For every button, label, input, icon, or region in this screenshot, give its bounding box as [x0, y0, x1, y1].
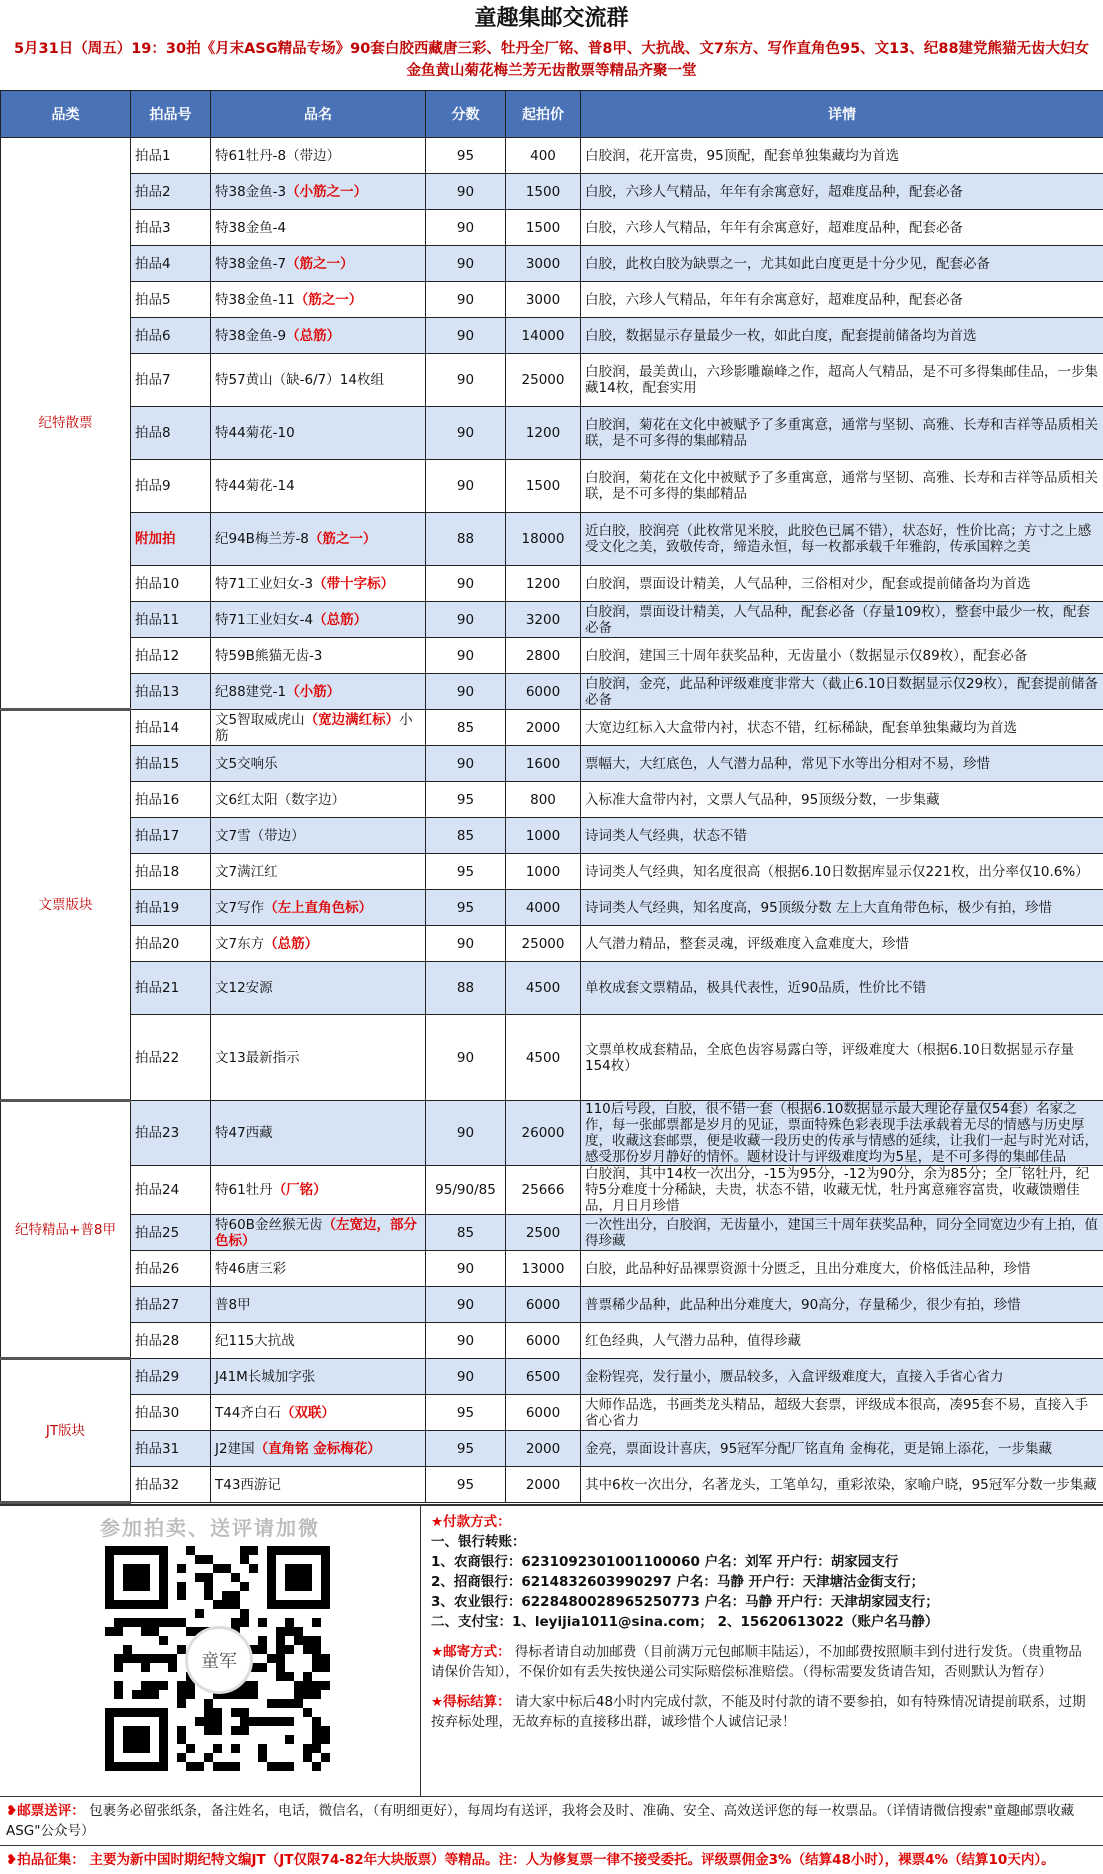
item-name-tag: （总筋） [264, 936, 318, 952]
payment-line: 二、支付宝：1、leyijia1011@sina.com； 2、15620613022（账户名马静） [431, 1612, 1093, 1632]
payment-block [431, 1512, 1093, 1632]
table-row [1, 710, 1103, 746]
lot-number-cell: 拍品13 [131, 674, 211, 710]
detail-cell: 白胶润，其中14枚一次出分，-15为95分，-12为90分，余为85分；全厂铭牡丹，纪特5分难度十分稀缺，夫贵，状态不错，收藏无忧，牡丹寓意雍容富贵，收藏馈赠佳品，月日月珍惜 [581, 1166, 1103, 1215]
collect-text: 主要为新中国时期纪特文编JT（JT仅限74-82年大块版票）等精品。注：人为修复票一律不接受委托。评级票佣金3%（结算48小时），裸票4%（结算10天内）。 [90, 1852, 1055, 1868]
page-subtitle: 5月31日（周五）19：30拍《月末ASG精品专场》90套白胶西藏唐三彩、牡丹全厂铭、普8甲、大抗战、文7东方、写作直角色95、文13、纪88建党熊猫无齿大妇女金鱼黄山菊花梅兰芳无齿散票等精品齐聚一堂 [0, 38, 1103, 90]
header-item-name: 品名 [211, 91, 426, 138]
table-row [1, 318, 1103, 354]
table-row [1, 1467, 1103, 1503]
table-row [1, 1323, 1103, 1359]
settle-title: ★得标结算： [431, 1694, 511, 1710]
detail-cell: 红色经典，人气潜力品种，值得珍藏 [581, 1323, 1103, 1359]
header-lot-number: 拍品号 [131, 91, 211, 138]
item-name-cell [211, 1395, 426, 1431]
score-cell: 90 [426, 246, 506, 282]
item-name-text: 特59B熊猫无齿-3 [215, 648, 322, 664]
score-cell: 90 [426, 318, 506, 354]
score-cell: 95 [426, 782, 506, 818]
bottom-section [0, 1504, 1103, 1796]
start-price-cell: 6500 [506, 1359, 581, 1395]
lot-number-cell: 拍品4 [131, 246, 211, 282]
detail-cell: 白胶润，票面设计精美，人气品种，配套必备（存量109枚），整套中最少一枚，配套必备 [581, 602, 1103, 638]
detail-cell: 白胶润，最美黄山，六珍影雕巅峰之作，超高人气精品，是不可多得集邮佳品，一步集藏14枚，配套实用 [581, 354, 1103, 407]
start-price-cell: 25000 [506, 354, 581, 407]
detail-cell: 白胶润，票面设计精美，人气品种，三俗相对少，配套或提前储备均为首选 [581, 566, 1103, 602]
lot-number-cell: 拍品15 [131, 746, 211, 782]
table-row [1, 962, 1103, 1015]
lot-number-cell: 拍品19 [131, 890, 211, 926]
table-row [1, 1101, 1103, 1166]
start-price-cell: 26000 [506, 1101, 581, 1166]
start-price-cell: 1200 [506, 566, 581, 602]
start-price-cell: 2000 [506, 710, 581, 746]
item-name-text: 文13最新指示 [215, 1050, 300, 1066]
score-cell: 90 [426, 602, 506, 638]
score-cell: 90 [426, 407, 506, 460]
item-name-text: 文7雪（带边） [215, 828, 305, 844]
item-name-tag: （筋之一） [309, 531, 377, 547]
start-price-cell: 1500 [506, 210, 581, 246]
score-cell: 90 [426, 282, 506, 318]
settle-block [431, 1692, 1093, 1732]
table-row [1, 460, 1103, 513]
start-price-cell: 18000 [506, 513, 581, 566]
start-price-cell: 6000 [506, 1287, 581, 1323]
header-details: 详情 [581, 91, 1103, 138]
header-category: 品类 [1, 91, 131, 138]
detail-cell: 诗词类人气经典，状态不错 [581, 818, 1103, 854]
table-row [1, 354, 1103, 407]
detail-cell: 金亮，票面设计喜庆，95冠军分配厂铭直角 金梅花，更是锦上添花，一步集藏 [581, 1431, 1103, 1467]
table-row [1, 566, 1103, 602]
lot-number-cell: 拍品1 [131, 138, 211, 174]
table-row [1, 1015, 1103, 1101]
item-name-text: 特57黄山（缺-6/7）14枚组 [215, 372, 384, 388]
score-cell: 90 [426, 566, 506, 602]
item-name-cell [211, 638, 426, 674]
table-row [1, 782, 1103, 818]
payment-title: ★付款方式： [431, 1512, 1093, 1532]
table-row [1, 1395, 1103, 1431]
table-row [1, 890, 1103, 926]
lot-number-cell: 拍品11 [131, 602, 211, 638]
score-cell: 85 [426, 710, 506, 746]
score-cell: 90 [426, 1101, 506, 1166]
detail-cell: 白胶润，花开富贵，95顶配，配套单独集藏均为首选 [581, 138, 1103, 174]
review-label: ❥邮票送评： [6, 1803, 85, 1819]
score-cell: 95 [426, 1395, 506, 1431]
review-text: 包裹务必留张纸条，备注姓名，电话，微信名，（有明细更好），每周均有送评，我将会及时、准确、安全、高效送评您的每一枚票品。（详情请微信搜索"童趣邮票收藏ASG"公众号） [6, 1803, 1074, 1839]
lot-number-cell: 拍品7 [131, 354, 211, 407]
item-name-text: 纪94B梅兰芳-8 [215, 531, 309, 547]
item-name-cell [211, 1431, 426, 1467]
detail-cell: 近白胶，胶润亮（此枚常见米胶，此胶色已属不错），状态好，性价比高；方寸之上感受文化之美，致敬传奇，缔造永恒，每一枚都承载千年雅韵，传承国粹之美 [581, 513, 1103, 566]
detail-cell: 白胶，六珍人气精品，年年有余寓意好，超难度品种，配套必备 [581, 210, 1103, 246]
table-row [1, 602, 1103, 638]
detail-cell: 白胶，六珍人气精品，年年有余寓意好，超难度品种，配套必备 [581, 282, 1103, 318]
start-price-cell: 1500 [506, 174, 581, 210]
table-row [1, 138, 1103, 174]
table-row [1, 210, 1103, 246]
item-name-text: 文7满江红 [215, 864, 278, 880]
item-name-text: T44齐白石 [215, 1405, 281, 1421]
item-name-cell [211, 174, 426, 210]
page-title: 童趣集邮交流群 [0, 0, 1103, 38]
item-name-cell [211, 210, 426, 246]
item-name-text: 特60B金丝猴无齿 [215, 1217, 322, 1233]
table-row [1, 174, 1103, 210]
item-name-tag: （宽边满红标） [305, 712, 400, 728]
score-cell: 88 [426, 962, 506, 1015]
mail-title: ★邮寄方式： [431, 1644, 511, 1660]
item-name-cell [211, 1287, 426, 1323]
item-name-cell [211, 407, 426, 460]
start-price-cell: 400 [506, 138, 581, 174]
item-name-suffix: 小筋 [215, 712, 413, 744]
table-row [1, 674, 1103, 710]
start-price-cell: 2000 [506, 1467, 581, 1503]
item-name-cell [211, 282, 426, 318]
item-name-tag: （小筋之一） [286, 184, 367, 200]
table-row [1, 1215, 1103, 1251]
table-row [1, 746, 1103, 782]
detail-cell: 文票单枚成套精品，全底色齿容易露白等，评级难度大（根据6.10日数据显示存量154枚） [581, 1015, 1103, 1101]
table-row [1, 513, 1103, 566]
item-name-text: 特46唐三彩 [215, 1261, 286, 1277]
item-name-text: 文5智取威虎山 [215, 712, 305, 728]
footer-review [0, 1796, 1103, 1845]
mail-block [431, 1642, 1093, 1682]
item-name-cell [211, 1166, 426, 1215]
item-name-cell [211, 138, 426, 174]
item-name-text: 特47西藏 [215, 1125, 273, 1141]
start-price-cell: 1200 [506, 407, 581, 460]
table-row [1, 1287, 1103, 1323]
detail-cell: 诗词类人气经典，知名度很高（根据6.10日数据库显示仅221枚，出分率仅10.6%） [581, 854, 1103, 890]
lot-number-cell: 拍品26 [131, 1251, 211, 1287]
detail-cell: 普票稀少品种，此品种出分难度大，90高分，存量稀少，很少有拍，珍惜 [581, 1287, 1103, 1323]
payment-line: 2、招商银行：6214832603990297 户名：马静 开户行：天津塘沽金街支行； [431, 1572, 1093, 1592]
qr-logo: 童军 [185, 1626, 253, 1694]
table-row [1, 818, 1103, 854]
item-name-tag: （直角铭 金标梅花） [255, 1441, 381, 1457]
detail-cell: 大宽边红标入大盒带内衬，状态不错，红标稀缺，配套单独集藏均为首选 [581, 710, 1103, 746]
item-name-text: 文12安源 [215, 980, 273, 996]
item-name-cell [211, 890, 426, 926]
score-cell: 90 [426, 174, 506, 210]
item-name-cell [211, 318, 426, 354]
item-name-cell [211, 962, 426, 1015]
item-name-text: 特71工业妇女-3 [215, 576, 313, 592]
lot-number-cell: 拍品5 [131, 282, 211, 318]
lot-number-cell: 拍品2 [131, 174, 211, 210]
lot-number-cell: 拍品8 [131, 407, 211, 460]
info-panel [421, 1506, 1103, 1796]
table-row [1, 926, 1103, 962]
table-header-row [1, 91, 1103, 138]
lot-number-cell: 拍品25 [131, 1215, 211, 1251]
score-cell: 90 [426, 354, 506, 407]
qr-panel [0, 1506, 421, 1796]
item-name-text: 文5交响乐 [215, 756, 278, 772]
lot-number-cell: 拍品10 [131, 566, 211, 602]
start-price-cell: 4000 [506, 890, 581, 926]
start-price-cell: 2500 [506, 1215, 581, 1251]
item-name-text: 纪115大抗战 [215, 1333, 295, 1349]
item-name-tag: （厂铭） [273, 1182, 327, 1198]
start-price-cell: 6000 [506, 1395, 581, 1431]
table-row [1, 246, 1103, 282]
item-name-text: 特38金鱼-3 [215, 184, 286, 200]
item-name-cell [211, 710, 426, 746]
start-price-cell: 13000 [506, 1251, 581, 1287]
lot-number-cell: 拍品12 [131, 638, 211, 674]
start-price-cell: 1000 [506, 854, 581, 890]
item-name-text: 文7写作 [215, 900, 264, 916]
item-name-cell [211, 566, 426, 602]
item-name-tag: （左上直角色标） [264, 900, 372, 916]
lot-number-cell: 拍品22 [131, 1015, 211, 1101]
item-name-cell [211, 926, 426, 962]
item-name-cell [211, 354, 426, 407]
start-price-cell: 6000 [506, 674, 581, 710]
lot-number-cell: 拍品18 [131, 854, 211, 890]
item-name-text: J2建国 [215, 1441, 255, 1457]
detail-cell: 诗词类人气经典，知名度高，95顶级分数 左上大直角带色标，极少有拍，珍惜 [581, 890, 1103, 926]
lot-number-cell: 拍品27 [131, 1287, 211, 1323]
item-name-cell [211, 1323, 426, 1359]
start-price-cell: 3000 [506, 282, 581, 318]
item-name-tag: （双联） [281, 1405, 335, 1421]
detail-cell: 大师作品选，书画类龙头精品，超级大套票，评级成本很高，凑95套不易，直接入手省心省力 [581, 1395, 1103, 1431]
category-cell: 纪特精品+普8甲 [1, 1101, 131, 1359]
score-cell: 90 [426, 1287, 506, 1323]
detail-cell: 白胶，数据显示存量最少一枚，如此白度，配套提前储备均为首选 [581, 318, 1103, 354]
payment-bank-head: 一、银行转账： [431, 1532, 1093, 1552]
item-name-cell [211, 1101, 426, 1166]
item-name-cell [211, 1251, 426, 1287]
lot-number-cell: 拍品17 [131, 818, 211, 854]
item-name-cell [211, 1215, 426, 1251]
score-cell: 90 [426, 210, 506, 246]
score-cell: 95 [426, 890, 506, 926]
item-name-text: 特61牡丹-8（带边） [215, 148, 340, 164]
score-cell: 95/90/85 [426, 1166, 506, 1215]
item-name-text: 特38金鱼-4 [215, 220, 286, 236]
detail-cell: 金粉锃亮，发行量小，赝品较多，入盒评级难度大，直接入手省心省力 [581, 1359, 1103, 1395]
lot-number-cell: 拍品3 [131, 210, 211, 246]
detail-cell: 白胶润，金亮，此品种评级难度非常大（截止6.10日数据显示仅29枚），配套提前储备必备 [581, 674, 1103, 710]
start-price-cell: 6000 [506, 1323, 581, 1359]
header-start-price: 起拍价 [506, 91, 581, 138]
table-row [1, 638, 1103, 674]
start-price-cell: 4500 [506, 1015, 581, 1101]
score-cell: 85 [426, 1215, 506, 1251]
lot-number-cell: 拍品24 [131, 1166, 211, 1215]
payment-line: 1、农商银行：6231092301001100060 户名：刘军 开户行：胡家园支行 [431, 1552, 1093, 1572]
item-name-text: 特61牡丹 [215, 1182, 273, 1198]
score-cell: 90 [426, 1015, 506, 1101]
lot-number-cell: 拍品30 [131, 1395, 211, 1431]
detail-cell: 白胶润，菊花在文化中被赋予了多重寓意，通常与坚韧、高雅、长寿和吉祥等品质相关联，是不可多得的集邮精品 [581, 460, 1103, 513]
item-name-text: 文6红太阳（数字边） [215, 792, 345, 808]
score-cell: 90 [426, 1251, 506, 1287]
start-price-cell: 14000 [506, 318, 581, 354]
category-cell: 文票版块 [1, 710, 131, 1101]
score-cell: 95 [426, 854, 506, 890]
item-name-cell [211, 513, 426, 566]
detail-cell: 白胶，六珍人气精品，年年有余寓意好，超难度品种，配套必备 [581, 174, 1103, 210]
score-cell: 90 [426, 1323, 506, 1359]
item-name-cell [211, 746, 426, 782]
table-row [1, 1359, 1103, 1395]
lot-number-cell: 拍品21 [131, 962, 211, 1015]
item-name-text: 特38金鱼-11 [215, 292, 295, 308]
item-name-cell [211, 1359, 426, 1395]
start-price-cell: 4500 [506, 962, 581, 1015]
start-price-cell: 25000 [506, 926, 581, 962]
detail-cell: 一次性出分，白胶润，无齿量小，建国三十周年获奖品种，同分全同宽边少有上拍，值得珍藏 [581, 1215, 1103, 1251]
score-cell: 95 [426, 1431, 506, 1467]
score-cell: 95 [426, 1467, 506, 1503]
start-price-cell: 1000 [506, 818, 581, 854]
detail-cell: 单枚成套文票精品，极具代表性，近90品质，性价比不错 [581, 962, 1103, 1015]
score-cell: 90 [426, 746, 506, 782]
category-cell: JT版块 [1, 1359, 131, 1503]
item-name-cell [211, 674, 426, 710]
lot-number-cell: 附加拍 [131, 513, 211, 566]
item-name-tag: （筋之一） [286, 256, 354, 272]
start-price-cell: 3000 [506, 246, 581, 282]
item-name-tag: （筋之一） [295, 292, 363, 308]
lot-number-cell: 拍品29 [131, 1359, 211, 1395]
item-name-tag: （小筋） [286, 684, 340, 700]
header-score: 分数 [426, 91, 506, 138]
start-price-cell: 1600 [506, 746, 581, 782]
detail-cell: 110后号段，白胶，很不错一套（根据6.10数据显示最大理论存量仅54套）名家之作，每一张邮票都是岁月的见证，票面特殊色彩表现手法承载着无尽的情感与历史厚度，收藏这套邮票，便是收藏一段历史的传承与情感的延续，让我们一起与时光对话，感受那份岁月静好的情怀。题材设计与评级难度均为5星，是不可多得的集邮佳品 [581, 1101, 1103, 1166]
lot-number-cell: 拍品6 [131, 318, 211, 354]
lot-number-cell: 拍品14 [131, 710, 211, 746]
item-name-tag: （带十字标） [313, 576, 394, 592]
start-price-cell: 3200 [506, 602, 581, 638]
settle-text: 请大家中标后48小时内完成付款，不能及时付款的请不要参拍，如有特殊情况请提前联系，过期按弃标处理，无故弃标的直接移出群，诚珍惜个人诚信记录！ [431, 1694, 1086, 1730]
table-row [1, 282, 1103, 318]
detail-cell: 票幅大，大红底色，人气潜力品种，常见下水等出分相对不易，珍惜 [581, 746, 1103, 782]
qr-caption: 参加拍卖、送评请加微 [100, 1512, 320, 1541]
item-name-cell [211, 602, 426, 638]
item-name-text: 特71工业妇女-4 [215, 612, 313, 628]
lot-number-cell: 拍品32 [131, 1467, 211, 1503]
category-cell: 纪特散票 [1, 138, 131, 710]
table-row [1, 854, 1103, 890]
lot-number-cell: 拍品9 [131, 460, 211, 513]
start-price-cell: 25666 [506, 1166, 581, 1215]
start-price-cell: 2800 [506, 638, 581, 674]
item-name-cell [211, 460, 426, 513]
item-name-text: 特38金鱼-7 [215, 256, 286, 272]
table-row [1, 1251, 1103, 1287]
lot-number-cell: 拍品28 [131, 1323, 211, 1359]
detail-cell: 白胶，此枚白胶为缺票之一，尤其如此白度更是十分少见，配套必备 [581, 246, 1103, 282]
score-cell: 88 [426, 513, 506, 566]
item-name-text: 纪88建党-1 [215, 684, 286, 700]
item-name-text: 普8甲 [215, 1297, 251, 1313]
item-name-tag: （总筋） [286, 328, 340, 344]
score-cell: 90 [426, 674, 506, 710]
table-row [1, 1166, 1103, 1215]
detail-cell: 人气潜力精品，整套灵魂，评级难度入盒难度大，珍惜 [581, 926, 1103, 962]
item-name-tag: （总筋） [313, 612, 367, 628]
score-cell: 95 [426, 138, 506, 174]
item-name-cell [211, 782, 426, 818]
payment-line: 3、农业银行：6228480028965250773 户名：马静 开户行：天津胡家园支行； [431, 1592, 1093, 1612]
mail-text: 得标者请自动加邮费（目前满万元包邮顺丰陆运），不加邮费按照顺丰到付进行发货。（贵重物品请保价告知），不保价如有丢失按快递公司实际赔偿标准赔偿。（得标需要发货请告知，否则默认为暂存） [431, 1644, 1082, 1680]
collect-label: ❥拍品征集： [6, 1852, 85, 1868]
item-name-cell [211, 818, 426, 854]
detail-cell: 白胶润，菊花在文化中被赋予了多重寓意，通常与坚韧、高雅、长寿和吉祥等品质相关联，是不可多得的集邮精品 [581, 407, 1103, 460]
item-name-tag: （左宽边，部分色标） [215, 1217, 417, 1249]
lot-number-cell: 拍品31 [131, 1431, 211, 1467]
detail-cell: 白胶，此品种好品裸票资源十分匮乏，且出分难度大，价格低洼品种，珍惜 [581, 1251, 1103, 1287]
start-price-cell: 2000 [506, 1431, 581, 1467]
item-name-text: T43西游记 [215, 1477, 281, 1493]
lot-number-cell: 拍品23 [131, 1101, 211, 1166]
table-row [1, 1431, 1103, 1467]
lot-number-cell: 拍品20 [131, 926, 211, 962]
item-name-text: 特38金鱼-9 [215, 328, 286, 344]
item-name-cell [211, 246, 426, 282]
footer-collect [0, 1845, 1103, 1874]
detail-cell: 入标准大盒带内衬，文票人气品种，95顶级分数，一步集藏 [581, 782, 1103, 818]
start-price-cell: 800 [506, 782, 581, 818]
detail-cell: 其中6枚一次出分，名著龙头，工笔单勾，重彩浓染，家喻户晓，95冠军分数一步集藏 [581, 1467, 1103, 1503]
score-cell: 90 [426, 1359, 506, 1395]
item-name-text: J41M长城加字张 [215, 1369, 315, 1385]
auction-table [0, 90, 1103, 1504]
table-row [1, 407, 1103, 460]
item-name-text: 文7东方 [215, 936, 264, 952]
start-price-cell: 1500 [506, 460, 581, 513]
item-name-text: 特44菊花-10 [215, 425, 295, 441]
detail-cell: 白胶润，建国三十周年获奖品种，无齿量小（数据显示仅89枚），配套必备 [581, 638, 1103, 674]
score-cell: 90 [426, 638, 506, 674]
score-cell: 85 [426, 818, 506, 854]
score-cell: 90 [426, 926, 506, 962]
item-name-cell [211, 1467, 426, 1503]
lot-number-cell: 拍品16 [131, 782, 211, 818]
item-name-text: 特44菊花-14 [215, 478, 295, 494]
score-cell: 90 [426, 460, 506, 513]
table-body [1, 138, 1103, 1503]
item-name-cell [211, 854, 426, 890]
item-name-cell [211, 1015, 426, 1101]
